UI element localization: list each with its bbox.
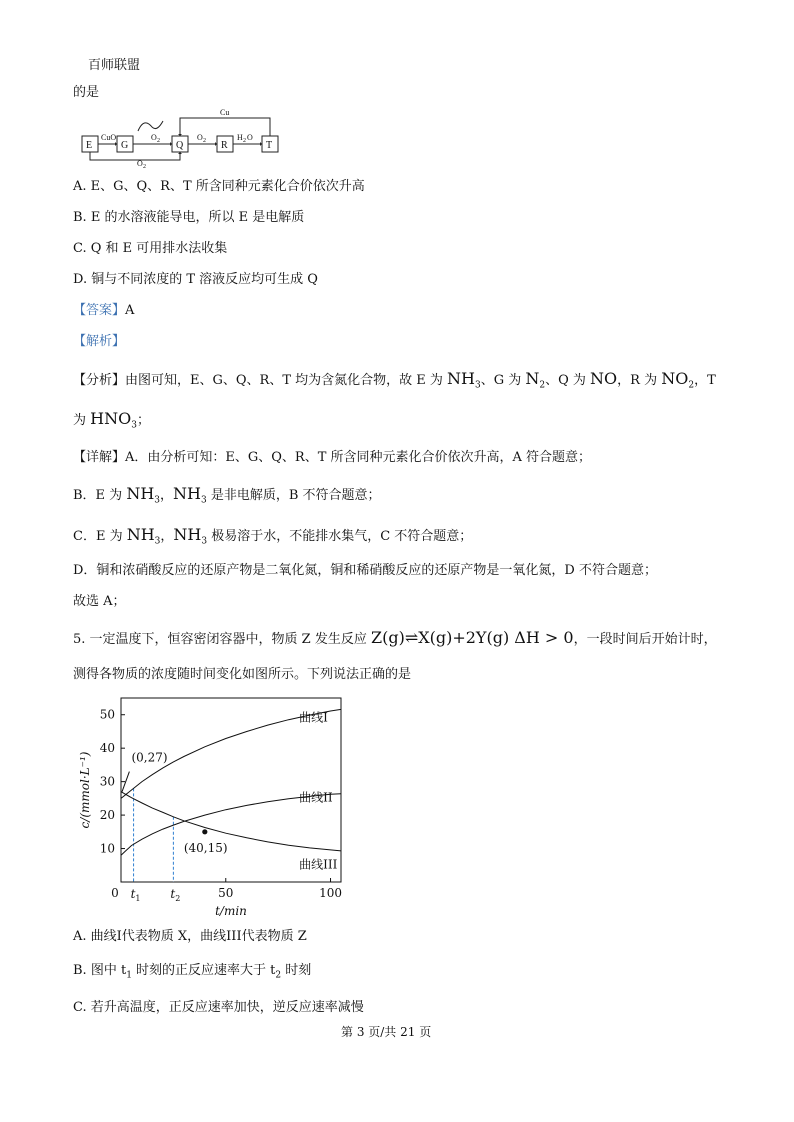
detail-c-2: ， [160,529,174,544]
sub-3-c1: 3 [154,536,161,547]
q5-stem-2: ，一段时间后开始计时， [573,632,717,647]
xiangjie-a: A．由分析可知：E、G、Q、R、T 所含同种元素化合价依次升高，A 符合题意； [125,450,592,465]
y-tick-label: 10 [99,841,115,856]
fenxi-line-1 [73,371,716,394]
formula-nh3-b1: NH [126,484,155,503]
node-r: R [221,140,228,151]
formula-n2: N [525,369,540,388]
xiangjie-tag: 【详解】 [73,450,126,465]
y-tick-label: 30 [99,774,115,789]
detail-c-3: 极易溶于水，不能排水集气，C 不符合题意； [207,529,473,544]
sub-3-b2: 3 [200,495,207,506]
series-label-1: 曲线I [299,710,328,725]
t1-sub: 1 [135,894,141,903]
q5-option-a: A. 曲线I代表物质 X，曲线III代表物质 Z [73,929,307,944]
detail-b-1: B．E 为 [73,488,127,503]
node-g: G [121,140,129,151]
formula-nh3-b2: NH [173,484,201,503]
label-cu: Cu [220,108,230,117]
detail-line-b [73,486,381,509]
answer-line [73,303,134,319]
q5-stem-line-2: 测得各物质的浓度随时间变化如图所示。下列说法正确的是 [73,667,412,682]
q4-option-d: D. 铜与不同浓度的 T 溶液反应均可生成 Q [73,272,318,287]
x-tick-label: 100 [319,886,342,900]
header-brand: 百师联盟 [88,58,141,73]
label-o2-gq-sub: 2 [157,138,160,144]
t1-label: $t_1$ [130,887,141,903]
conversion-diagram [80,106,280,168]
annotation-label: (0,27) [131,750,168,765]
detail-c-1: C．E 为 [73,529,127,544]
detail-b-3: 是非电解质，B 不符合题意； [206,488,381,503]
eq-z: Z(g) [370,628,405,647]
series-label-3: 曲线III [299,857,338,872]
fenxi-text-4: ，R 为 [617,373,662,388]
annotation-label: (40,15) [183,840,228,855]
fenxi-text-2: 、G 为 [480,373,526,388]
formula-nh3-c2: NH [173,525,202,544]
fenxi-text-7: ； [136,413,150,428]
label-h2o: H [237,133,243,142]
x-tick-label: 0 [111,886,119,900]
label-o2-qr-sub: 2 [203,138,206,144]
q5-option-b [73,963,311,984]
q5-option-c: C. 若升高温度，正反应速率加快，逆反应速率减慢 [73,1000,364,1015]
node-q: Q [176,140,184,151]
analysis-tag: 【解析】 [73,334,126,349]
y-axis-title: c/(mmol·L⁻¹) [78,751,92,829]
label-o2-eq: O [137,159,143,168]
q5-b-2: 时刻的正反应速率大于 t [131,963,276,978]
q5-stem-1: 5. 一定温度下，恒容密闭容器中，物质 Z 发生反应 [73,632,371,647]
y-tick-label: 40 [99,741,115,756]
formula-nh3-c1: NH [126,525,155,544]
q4-option-a: A. E、G、Q、R、T 所含同种元素化合价依次升高 [73,179,365,194]
sub-3: 3 [474,380,481,391]
detail-b-2: ， [160,488,174,503]
q4-stem-tail: 的是 [73,85,100,100]
node-t: T [266,140,273,151]
q4-option-c: C. Q 和 E 可用排水法收集 [73,241,228,256]
label-cuo: CuO [101,133,117,142]
y-tick-label: 50 [99,707,115,722]
concentration-chart [73,690,373,920]
fenxi-text-5: ，T [694,373,716,388]
node-e: E [86,140,93,151]
sub-3b: 3 [131,420,137,431]
x-axis-title: t/min [215,904,247,918]
conclusion: 故选 A； [73,594,126,609]
answer-tag: 【答案】 [73,303,126,318]
q5-stem-line-1 [73,630,717,648]
fenxi-line-2 [73,411,150,434]
q5-b-sub2: 2 [275,970,282,981]
annotation-point [202,829,207,834]
formula-no2: NO [661,369,689,388]
sub-3-c2: 3 [201,536,208,547]
fenxi-text-6: 为 [73,413,91,428]
eq-arrow: ⇌ [404,628,419,647]
series-label-2: 曲线II [299,790,333,805]
answer-value: A [125,303,135,318]
label-h2o-sub: 2 [243,138,246,144]
t2-label: $t_2$ [170,887,181,903]
fenxi-text-1: 由图可知，E、G、Q、R、T 均为含氮化合物，故 E 为 [125,373,448,388]
q5-b-3: 时刻 [281,963,312,978]
label-o2-gq: O [151,133,157,142]
q5-b-1: B. 图中 t [73,963,127,978]
detail-line-c [73,527,472,550]
formula-nh3: NH [447,369,475,388]
label-o2-qr: O [197,133,203,142]
xiangjie-line [73,450,591,466]
eq-rest: X(g)+2Y(g) ΔH > 0 [418,628,574,647]
t2-sub: 2 [175,894,181,903]
detail-line-d: D．铜和浓硝酸反应的还原产物是二氧化氮，铜和稀硝酸反应的还原产物是一氧化氮，D 不符合题意； [73,563,657,578]
q5-b-sub1: 1 [126,970,132,981]
formula-no: NO [590,369,618,388]
formula-hno3: HNO [90,409,132,428]
q4-option-b: B. E 的水溶液能导电，所以 E 是电解质 [73,210,305,225]
page-number: 第 3 页/共 21 页 [341,1025,432,1039]
sub-2: 2 [539,380,546,391]
label-o2-eq-sub: 2 [143,164,146,168]
fenxi-tag: 【分析】 [73,373,126,388]
sub-2b: 2 [688,380,695,391]
label-h2o-tail: O [247,133,253,142]
x-tick-label: 50 [218,886,234,900]
y-tick-label: 20 [99,808,115,823]
fenxi-text-3: 、Q 为 [545,373,591,388]
sub-3-b1: 3 [154,495,160,506]
